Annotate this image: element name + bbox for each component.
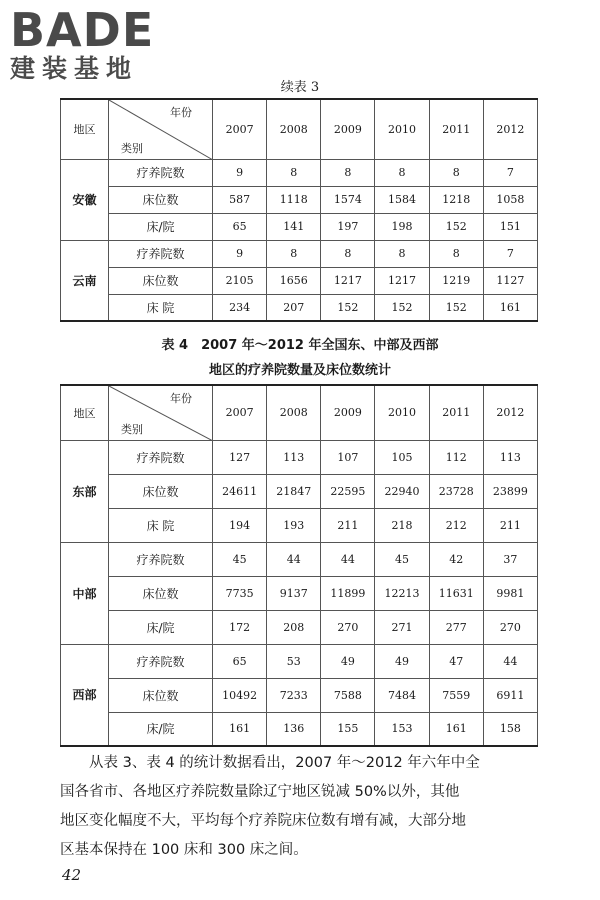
value-cell: 161	[483, 294, 537, 321]
value-cell: 152	[429, 213, 483, 240]
value-cell: 44	[483, 644, 537, 678]
value-cell: 161	[213, 712, 267, 746]
header-category-label: 类别	[121, 422, 143, 436]
value-cell: 152	[321, 294, 375, 321]
paragraph-line: 从表 3、表 4 的统计数据看出，2007 年～2012 年六年中全	[89, 755, 480, 771]
category-cell: 床/院	[109, 712, 213, 746]
table-row	[61, 440, 538, 474]
value-cell: 152	[375, 294, 429, 321]
value-cell: 1218	[429, 186, 483, 213]
value-cell: 587	[213, 186, 267, 213]
value-cell: 12213	[375, 576, 429, 610]
category-cell: 床位数	[109, 678, 213, 712]
category-cell: 床位数	[109, 576, 213, 610]
value-cell: 7588	[321, 678, 375, 712]
value-cell: 47	[429, 644, 483, 678]
value-cell: 194	[213, 508, 267, 542]
value-cell: 9	[213, 159, 267, 186]
year-header: 2009	[321, 385, 375, 440]
value-cell: 212	[429, 508, 483, 542]
region-cell: 东部	[61, 440, 109, 542]
value-cell: 270	[483, 610, 537, 644]
year-header: 2012	[483, 99, 537, 159]
value-cell: 7735	[213, 576, 267, 610]
value-cell: 53	[267, 644, 321, 678]
table-row	[61, 678, 538, 712]
table3	[60, 98, 538, 322]
value-cell: 158	[483, 712, 537, 746]
value-cell: 7	[483, 240, 537, 267]
value-cell: 1058	[483, 186, 537, 213]
table-row	[61, 186, 538, 213]
bade-logo	[10, 3, 155, 84]
value-cell: 113	[267, 440, 321, 474]
value-cell: 155	[321, 712, 375, 746]
value-cell: 23728	[429, 474, 483, 508]
value-cell: 44	[321, 542, 375, 576]
value-cell: 37	[483, 542, 537, 576]
table4-caption-line1: 表 4 2007 年～2012 年全国东、中部及西部	[161, 338, 439, 353]
year-header: 2012	[483, 385, 537, 440]
table-row	[61, 610, 538, 644]
value-cell: 2105	[213, 267, 267, 294]
year-header: 2010	[375, 385, 429, 440]
value-cell: 208	[267, 610, 321, 644]
category-cell: 床位数	[109, 267, 213, 294]
paragraph-line: 地区变化幅度不大，平均每个疗养院床位数有增有减，大部分地	[60, 813, 466, 829]
table4	[60, 384, 538, 747]
header-diagonal-cell	[109, 99, 213, 159]
value-cell: 1574	[321, 186, 375, 213]
value-cell: 1127	[483, 267, 537, 294]
value-cell: 211	[321, 508, 375, 542]
region-cell: 安徽	[61, 159, 109, 240]
value-cell: 42	[429, 542, 483, 576]
value-cell: 49	[321, 644, 375, 678]
header-year-label: 年份	[170, 106, 192, 119]
value-cell: 193	[267, 508, 321, 542]
value-cell: 9	[213, 240, 267, 267]
value-cell: 207	[267, 294, 321, 321]
table-row	[61, 576, 538, 610]
value-cell: 9981	[483, 576, 537, 610]
category-cell: 床/院	[109, 610, 213, 644]
value-cell: 277	[429, 610, 483, 644]
value-cell: 8	[267, 240, 321, 267]
region-cell: 西部	[61, 644, 109, 746]
category-cell: 床位数	[109, 474, 213, 508]
category-cell: 疗养院数	[109, 159, 213, 186]
value-cell: 1219	[429, 267, 483, 294]
logo-subtitle: 建装基地	[10, 54, 139, 83]
category-cell: 床/院	[109, 213, 213, 240]
table-row	[61, 159, 538, 186]
paragraph-line: 区基本保持在 100 床和 300 床之间。	[60, 842, 308, 858]
year-header: 2008	[267, 385, 321, 440]
header-category-label: 类别	[121, 141, 143, 155]
value-cell: 105	[375, 440, 429, 474]
table3-caption: 续表 3	[280, 80, 320, 95]
table-row	[61, 294, 538, 321]
value-cell: 65	[213, 644, 267, 678]
value-cell: 161	[429, 712, 483, 746]
category-cell: 疗养院数	[109, 644, 213, 678]
value-cell: 234	[213, 294, 267, 321]
value-cell: 136	[267, 712, 321, 746]
value-cell: 127	[213, 440, 267, 474]
table3-header-row	[61, 99, 538, 159]
value-cell: 8	[375, 240, 429, 267]
category-cell: 疗养院数	[109, 542, 213, 576]
category-cell: 疗养院数	[109, 240, 213, 267]
logo-wordmark: BADE	[10, 3, 155, 57]
value-cell: 218	[375, 508, 429, 542]
table-row	[61, 267, 538, 294]
value-cell: 45	[375, 542, 429, 576]
year-header: 2007	[213, 99, 267, 159]
value-cell: 49	[375, 644, 429, 678]
value-cell: 112	[429, 440, 483, 474]
category-cell: 疗养院数	[109, 440, 213, 474]
value-cell: 8	[321, 159, 375, 186]
table-row	[61, 474, 538, 508]
value-cell: 22595	[321, 474, 375, 508]
value-cell: 7484	[375, 678, 429, 712]
value-cell: 8	[429, 240, 483, 267]
header-year-label: 年份	[170, 392, 192, 405]
value-cell: 271	[375, 610, 429, 644]
value-cell: 6911	[483, 678, 537, 712]
value-cell: 7	[483, 159, 537, 186]
value-cell: 211	[483, 508, 537, 542]
value-cell: 270	[321, 610, 375, 644]
table-row	[61, 542, 538, 576]
value-cell: 8	[267, 159, 321, 186]
paragraph-line: 国各省市、各地区疗养院数量除辽宁地区锐减 50%以外，其他	[60, 784, 460, 800]
value-cell: 107	[321, 440, 375, 474]
value-cell: 1217	[375, 267, 429, 294]
value-cell: 10492	[213, 678, 267, 712]
value-cell: 152	[429, 294, 483, 321]
value-cell: 8	[429, 159, 483, 186]
page-number: 42	[62, 866, 82, 884]
value-cell: 11631	[429, 576, 483, 610]
value-cell: 24611	[213, 474, 267, 508]
year-header: 2009	[321, 99, 375, 159]
year-header: 2008	[267, 99, 321, 159]
value-cell: 151	[483, 213, 537, 240]
header-region-label: 地区	[61, 385, 109, 440]
value-cell: 153	[375, 712, 429, 746]
year-header: 2007	[213, 385, 267, 440]
category-cell: 床 院	[109, 508, 213, 542]
value-cell: 23899	[483, 474, 537, 508]
table-row	[61, 213, 538, 240]
value-cell: 7559	[429, 678, 483, 712]
value-cell: 7233	[267, 678, 321, 712]
value-cell: 1656	[267, 267, 321, 294]
value-cell: 21847	[267, 474, 321, 508]
table-row	[61, 240, 538, 267]
year-header: 2011	[429, 99, 483, 159]
table-row	[61, 508, 538, 542]
value-cell: 9137	[267, 576, 321, 610]
header-diagonal-cell	[109, 385, 213, 440]
value-cell: 1584	[375, 186, 429, 213]
value-cell: 113	[483, 440, 537, 474]
table-row	[61, 644, 538, 678]
value-cell: 1217	[321, 267, 375, 294]
value-cell: 141	[267, 213, 321, 240]
value-cell: 22940	[375, 474, 429, 508]
value-cell: 198	[375, 213, 429, 240]
value-cell: 172	[213, 610, 267, 644]
table-row	[61, 712, 538, 746]
value-cell: 197	[321, 213, 375, 240]
value-cell: 8	[375, 159, 429, 186]
value-cell: 45	[213, 542, 267, 576]
table4-caption-line2: 地区的疗养院数量及床位数统计	[208, 363, 391, 378]
year-header: 2010	[375, 99, 429, 159]
region-cell: 云南	[61, 240, 109, 321]
category-cell: 床 院	[109, 294, 213, 321]
header-region-label: 地区	[61, 99, 109, 159]
table4-header-row	[61, 385, 538, 440]
value-cell: 44	[267, 542, 321, 576]
region-cell: 中部	[61, 542, 109, 644]
value-cell: 11899	[321, 576, 375, 610]
category-cell: 床位数	[109, 186, 213, 213]
value-cell: 65	[213, 213, 267, 240]
value-cell: 1118	[267, 186, 321, 213]
value-cell: 8	[321, 240, 375, 267]
year-header: 2011	[429, 385, 483, 440]
body-paragraph	[60, 749, 540, 865]
